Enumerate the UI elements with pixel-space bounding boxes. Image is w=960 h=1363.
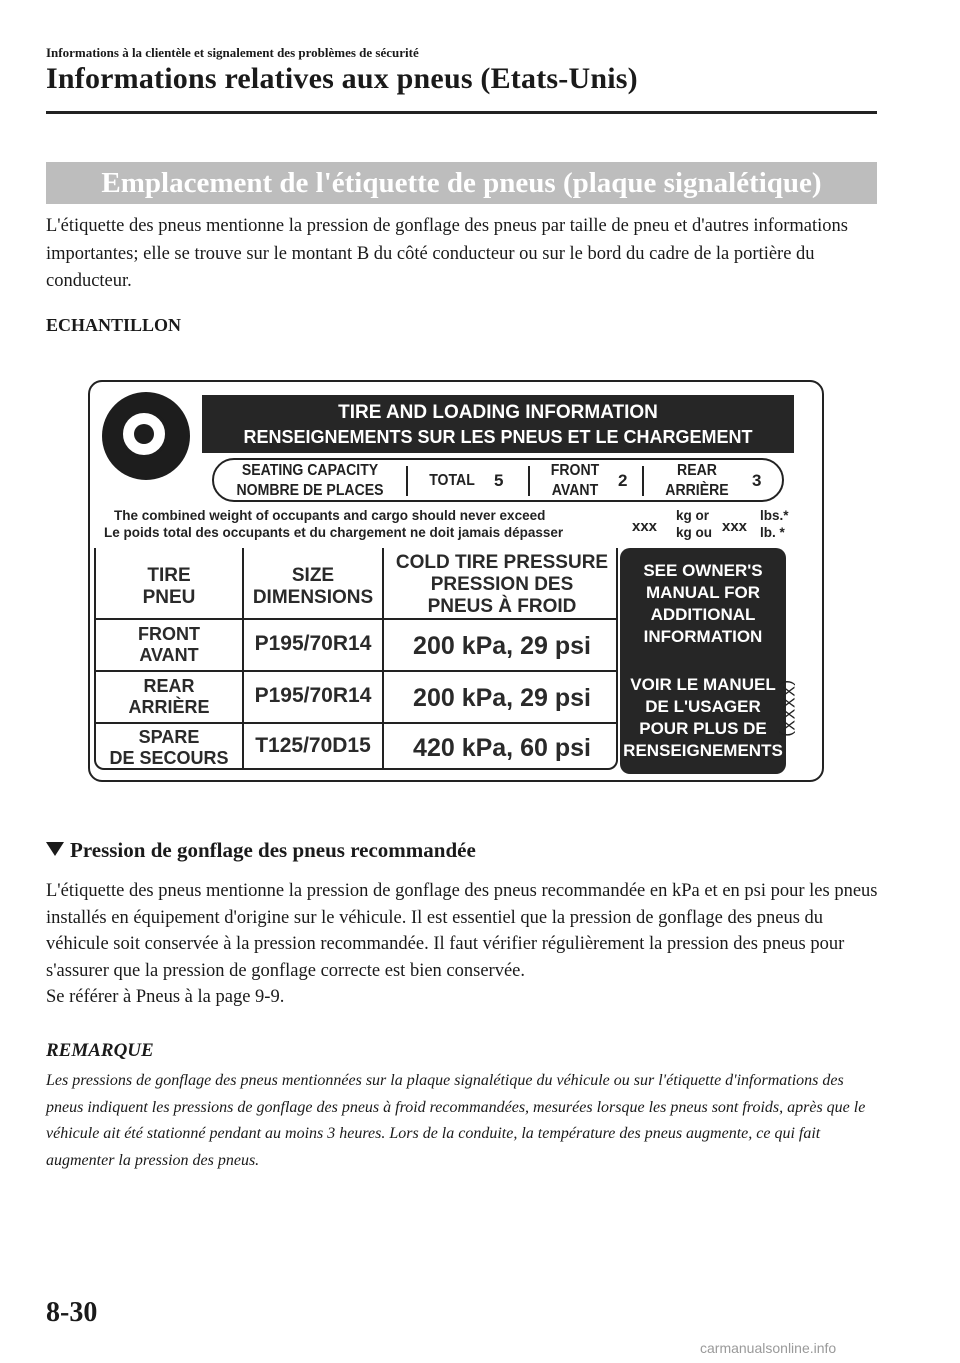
max-weight-row bbox=[104, 508, 804, 548]
row-label-spare: SPARE DE SECOURS bbox=[109, 727, 229, 768]
triangle-bullet-icon bbox=[46, 842, 64, 856]
total-value: 5 bbox=[494, 471, 504, 490]
rear-seats-value: 3 bbox=[752, 471, 762, 490]
remark-title: REMARQUE bbox=[46, 1040, 154, 1061]
weight-lb-placeholder: xxx bbox=[722, 518, 748, 535]
wheel-icon bbox=[102, 392, 190, 480]
section-banner: Emplacement de l'étiquette de pneus (plaque signalétique) bbox=[46, 162, 877, 204]
seating-label: SEATING CAPACITY NOMBRE DE PLACES bbox=[236, 462, 384, 499]
front-seats-label: FRONT AVANT bbox=[550, 462, 600, 499]
voir-manuel-fr: VOIR LE MANUEL DE L'USAGER POUR PLUS DE RENSEIGNEMENTS bbox=[623, 675, 783, 760]
remark-body: Les pressions de gonflage des pneus mentionnées sur la plaque signalétique du véhicule ou sur l'étiquette d'informations des pneus indiquent les pressions de gonflage des pneus à froid recommandées, mesurées lorsque les pneus sont froids, après que le véhicule ait été stationné pendant au moins 3 heures. Lors de la conduite, la température des pneus augmente, ce qui fait augmenter la pression des pneus. bbox=[46, 1072, 866, 1169]
pressure-spare: 420 kPa, 60 psi bbox=[413, 734, 591, 762]
row-label-rear: REAR ARRIÈRE bbox=[128, 676, 210, 717]
size-spare: T125/70D15 bbox=[255, 734, 371, 757]
weight-kg-placeholder: xxx bbox=[632, 518, 658, 535]
subsection-title: Pression de gonflage des pneus recommandée bbox=[46, 838, 476, 863]
tire-pressure-table bbox=[94, 548, 618, 770]
seating-capacity-row bbox=[212, 458, 784, 502]
tire-placard-illustration bbox=[88, 380, 824, 782]
header-rule bbox=[46, 111, 877, 114]
subsection-body: L'étiquette des pneus mentionne la pression de gonflage des pneus recommandée en kPa et en psi pour les pneus installés en équipement d'origine sur le véhicule. Il est essentiel que la pression de gonflage des pneus du véhicule soit conservée à la pression recommandée. Il faut vérifier régulièrement la pression des pneus pour s'assurer que la pression de gonflage correcte est bien conservée. Se référer à Pneus à la page 9-9. bbox=[46, 878, 881, 1011]
weight-text-fr: Le poids total des occupants et du chargement ne doit jamais dépasser bbox=[104, 525, 564, 540]
size-rear: P195/70R14 bbox=[254, 684, 372, 707]
pressure-front: 200 kPa, 29 psi bbox=[413, 632, 591, 660]
chapter-title: Informations relatives aux pneus (Etats-Unis) bbox=[46, 62, 638, 95]
placard-code: (XXXX) bbox=[779, 680, 798, 737]
lb-fr: lb. * bbox=[760, 525, 785, 540]
kg-or: kg or bbox=[676, 508, 710, 523]
watermark: carmanualsonline.info bbox=[700, 1340, 837, 1356]
rear-seats-label: REAR ARRIÈRE bbox=[665, 462, 729, 499]
section-kicker: Informations à la clientèle et signalement des problèmes de sécurité bbox=[46, 45, 419, 60]
weight-text-en: The combined weight of occupants and cargo should never exceed bbox=[114, 508, 546, 523]
pressure-rear: 200 kPa, 29 psi bbox=[413, 684, 591, 712]
total-label: TOTAL bbox=[429, 472, 475, 489]
front-seats-value: 2 bbox=[618, 471, 628, 490]
see-manual-panel bbox=[620, 548, 786, 774]
col-header-size: SIZE DIMENSIONS bbox=[252, 565, 374, 608]
page-reference: Se référer à Pneus à la page 9-9. bbox=[46, 987, 285, 1007]
sample-caption: ECHANTILLON bbox=[46, 315, 182, 335]
lbs-en: lbs.* bbox=[760, 508, 789, 523]
placard-title-bar bbox=[202, 395, 794, 453]
placard-title-fr: RENSEIGNEMENTS SUR LES PNEUS ET LE CHARGEMENT bbox=[243, 427, 753, 447]
see-manual-en: SEE OWNER'S MANUAL FOR ADDITIONAL INFORMATION bbox=[643, 561, 763, 646]
placard-title-en: TIRE AND LOADING INFORMATION bbox=[338, 402, 658, 423]
page-number: 8-30 bbox=[46, 1297, 98, 1328]
intro-paragraph: L'étiquette des pneus mentionne la pression de gonflage des pneus par taille de pneu et d'autres informations importantes; elle se trouve sur le montant B du côté conducteur ou sur le bord du cadre de la portière du conducteur. bbox=[46, 216, 848, 291]
col-header-tire: TIRE PNEU bbox=[142, 565, 196, 608]
col-header-pressure: COLD TIRE PRESSURE PRESSION DES PNEUS À FROID bbox=[395, 552, 609, 617]
kg-ou: kg ou bbox=[676, 525, 712, 540]
size-front: P195/70R14 bbox=[254, 632, 372, 655]
row-label-front: FRONT AVANT bbox=[138, 624, 200, 665]
